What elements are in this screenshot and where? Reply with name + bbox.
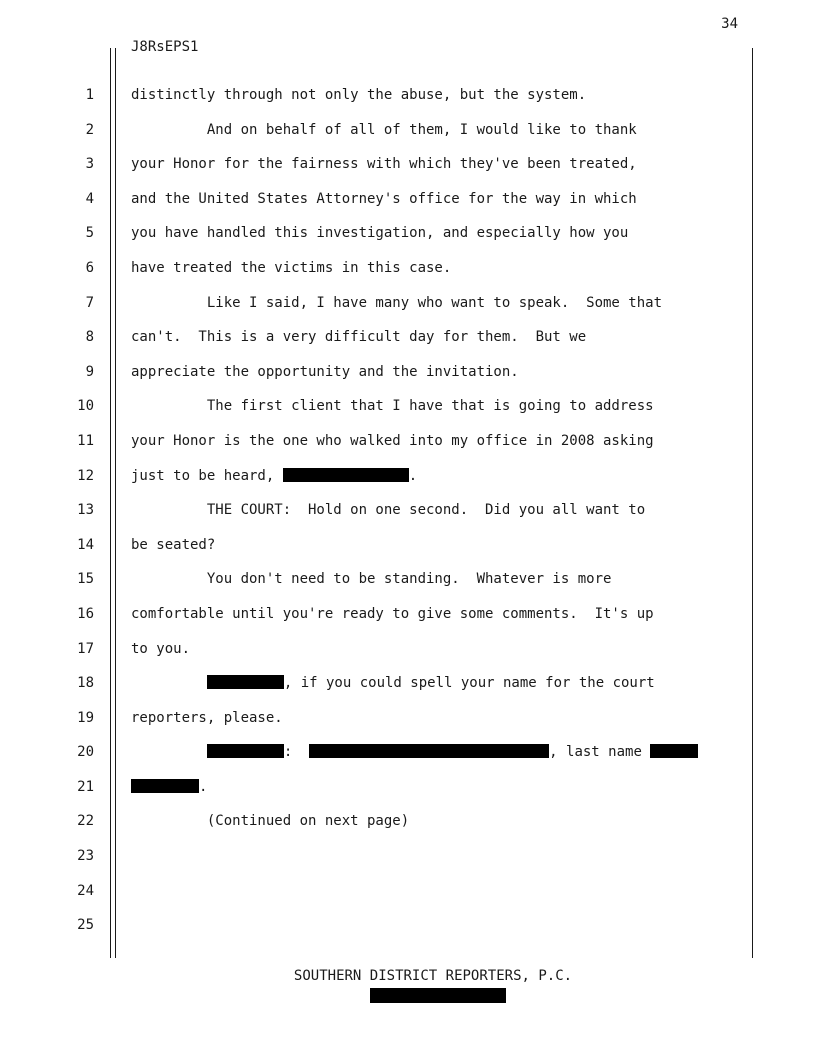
transcript-line: to you. — [131, 640, 191, 657]
footer-reporter: SOUTHERN DISTRICT REPORTERS, P.C. — [293, 968, 573, 984]
line-number-column — [60, 78, 94, 943]
transcript-line: your Honor is the one who walked into my office in 2008 asking — [131, 432, 654, 449]
line-number: 3 — [85, 156, 94, 173]
transcript-line: have treated the victims in this case. — [131, 259, 452, 276]
line-number: 17 — [77, 640, 94, 657]
line-text: . — [199, 778, 208, 795]
line-number: 8 — [85, 329, 94, 346]
document-code: J8RsEPS1 — [131, 39, 199, 55]
line-text: . — [408, 467, 418, 484]
transcript-line: appreciate the opportunity and the invitation. — [131, 363, 519, 380]
line-text: , if you could spell your name for the court — [283, 675, 655, 692]
line-number: 24 — [77, 882, 94, 899]
line-number: 20 — [77, 744, 94, 761]
redaction-bar — [131, 779, 199, 793]
transcript-line — [131, 908, 746, 943]
line-number: 11 — [77, 432, 94, 449]
line-number: 12 — [77, 467, 94, 484]
line-number: 10 — [77, 398, 94, 415]
page-number: 34 — [721, 16, 738, 32]
left-margin-rule — [110, 48, 111, 958]
line-text: just to be heard, — [131, 467, 283, 484]
transcript-line — [131, 839, 746, 874]
redaction-bar — [283, 468, 409, 482]
redaction-bar — [650, 744, 698, 758]
transcript-line: your Honor for the fairness with which they've been treated, — [131, 156, 637, 173]
transcript-line — [131, 459, 746, 494]
line-number: 25 — [77, 917, 94, 934]
transcript-line — [131, 770, 746, 805]
line-text — [131, 744, 207, 760]
transcript-line: and the United States Attorney's office for the way in which — [131, 190, 637, 207]
transcript-line: (Continued on next page) — [131, 813, 410, 830]
line-number: 7 — [85, 294, 94, 311]
line-number: 23 — [77, 848, 94, 865]
line-number: 5 — [85, 225, 94, 242]
transcript-line — [131, 735, 746, 770]
transcript-line: And on behalf of all of them, I would like to thank — [131, 121, 637, 138]
line-text: : — [283, 744, 310, 761]
line-number: 2 — [85, 121, 94, 138]
transcript-line: reporters, please. — [131, 709, 283, 726]
redaction-bar — [207, 675, 284, 689]
line-number: 19 — [77, 709, 94, 726]
line-number: 9 — [85, 363, 94, 380]
line-number: 18 — [77, 675, 94, 692]
line-number: 14 — [77, 536, 94, 553]
line-number: 15 — [77, 571, 94, 588]
transcript-line — [131, 666, 746, 701]
line-number: 21 — [77, 778, 94, 795]
transcript-line: You don't need to be standing. Whatever is more — [131, 571, 612, 588]
footer-redaction-bar — [370, 988, 506, 1003]
transcript-line: Like I said, I have many who want to speak. Some that — [131, 294, 663, 311]
transcript-line: The first client that I have that is going to address — [131, 398, 654, 415]
line-number: 6 — [85, 259, 94, 276]
transcript-line: THE COURT: Hold on one second. Did you all want to — [131, 502, 646, 519]
line-number: 22 — [77, 813, 94, 830]
transcript-line: be seated? — [131, 536, 216, 553]
line-number: 1 — [85, 87, 94, 103]
transcript-line: comfortable until you're ready to give some comments. It's up — [131, 605, 654, 622]
line-text — [131, 675, 207, 691]
transcript-line: you have handled this investigation, and especially how you — [131, 225, 629, 242]
line-number: 16 — [77, 605, 94, 622]
transcript-body — [131, 78, 746, 943]
redaction-bar — [207, 744, 284, 758]
right-margin-rule — [752, 48, 753, 958]
line-number: 4 — [85, 190, 94, 207]
transcript-line: can't. This is a very difficult day for them. But we — [131, 329, 587, 346]
left-margin-rule-inner — [115, 48, 116, 958]
transcript-line — [131, 874, 746, 909]
line-text: , last name — [549, 744, 651, 761]
transcript-line: distinctly through not only the abuse, but the system. — [131, 87, 587, 103]
line-number: 13 — [77, 502, 94, 519]
redaction-bar — [309, 744, 549, 758]
